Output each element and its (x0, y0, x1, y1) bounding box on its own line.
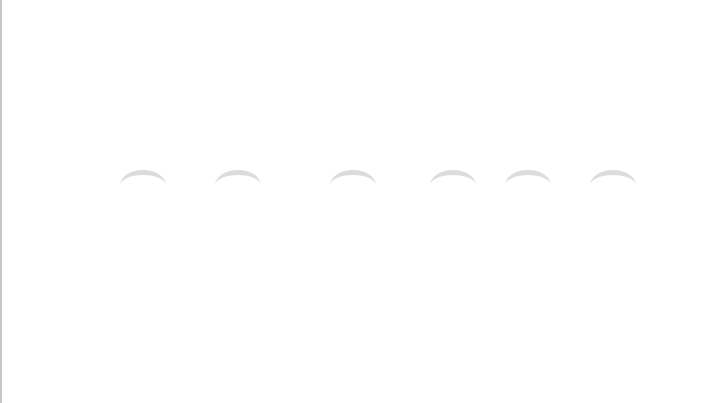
watermark-arc (120, 170, 166, 201)
watermark-arc (590, 170, 636, 201)
watermark-arc (430, 170, 476, 201)
watermark-arc (215, 170, 261, 201)
left-border-line (0, 0, 2, 403)
watermark-arc (505, 170, 551, 201)
watermark-arc (330, 170, 376, 201)
